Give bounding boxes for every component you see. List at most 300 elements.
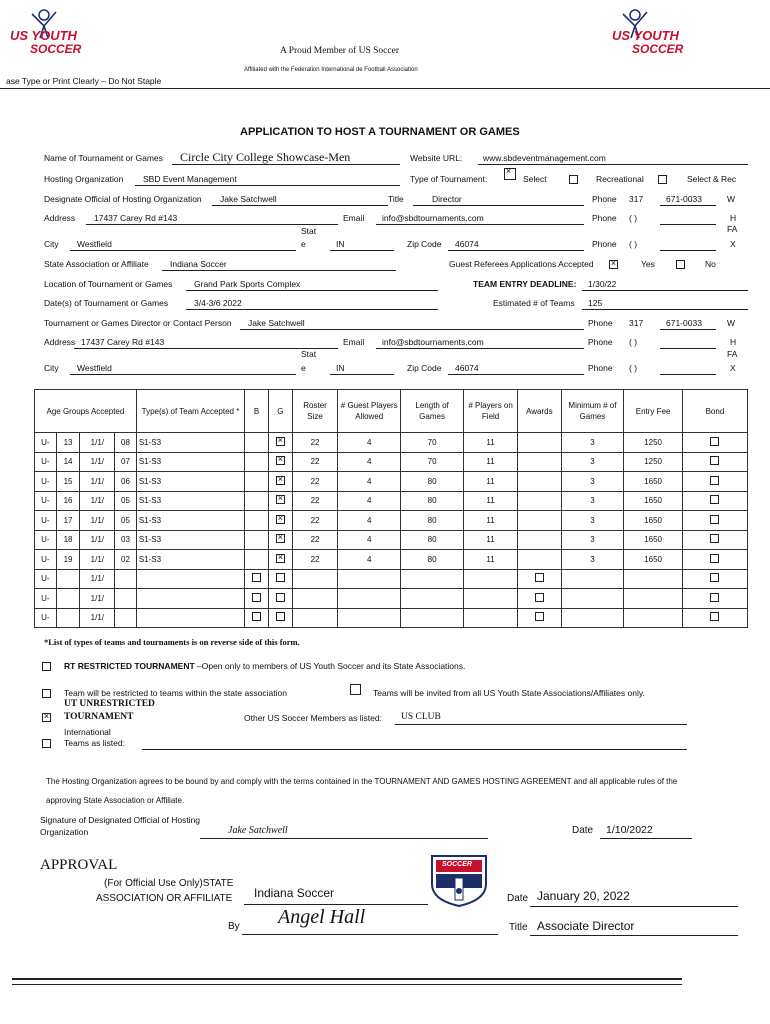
signature-name[interactable]: Jake Satchwell [228, 825, 288, 836]
bond-checkbox[interactable] [682, 550, 747, 570]
age-prefix: U- [35, 589, 57, 609]
print-note: ase Type or Print Clearly – Do Not Staple [6, 76, 162, 86]
birth-year[interactable] [115, 589, 137, 609]
age-value[interactable] [56, 608, 80, 628]
boys-checkbox[interactable] [245, 433, 269, 453]
email-field[interactable]: info@sbdtournaments.com [382, 213, 484, 223]
state-field[interactable]: IN [336, 239, 345, 249]
phone-x: X [730, 239, 736, 249]
min-games[interactable]: 3 [561, 433, 624, 453]
bond-box[interactable] [710, 612, 719, 621]
girls-checkbox[interactable] [268, 608, 292, 628]
team-type[interactable] [136, 589, 244, 609]
stat-label-b: e [301, 239, 306, 249]
type-select-rec-label: Select & Rec [687, 174, 737, 184]
th-girls: G [268, 390, 292, 433]
birth-year[interactable]: 02 [115, 550, 137, 570]
girls-box[interactable] [276, 534, 285, 543]
age-value[interactable]: 19 [56, 550, 80, 570]
boys-checkbox[interactable] [245, 452, 269, 472]
table-row [35, 530, 748, 550]
assoc-label: State Association or Affiliate [44, 259, 149, 269]
city-label: City [44, 239, 59, 249]
min-games[interactable] [561, 608, 624, 628]
by-label: By [228, 921, 240, 932]
min-games[interactable] [561, 569, 624, 589]
girls-box[interactable] [276, 554, 285, 563]
age-value[interactable] [56, 589, 80, 609]
guest-players[interactable]: 4 [338, 550, 401, 570]
boys-box[interactable] [252, 593, 261, 602]
stat2-label-b: e [301, 363, 306, 373]
location-field[interactable]: Grand Park Sports Complex [194, 279, 301, 289]
roster-size[interactable]: 22 [292, 530, 338, 550]
birth-date-prefix: 1/1/ [80, 550, 115, 570]
international-label-1: International [64, 727, 111, 737]
est-teams-label: Estimated # of Teams [493, 298, 575, 308]
approval-date-label: Date [507, 893, 529, 904]
birth-year[interactable]: 07 [115, 452, 137, 472]
players-on-field[interactable]: 11 [464, 472, 518, 492]
age-prefix: U- [35, 511, 57, 531]
girls-box[interactable] [276, 456, 285, 465]
age-value[interactable]: 15 [56, 472, 80, 492]
logo-text-bottom-left: SOCCER [30, 42, 82, 56]
birth-year[interactable]: 06 [115, 472, 137, 492]
all-states-label: Teams will be invited from all US Youth State Associations/Affiliates only. [373, 688, 645, 698]
agreement-text-1: The Hosting Organization agrees to be bound by and comply with the terms contained in the TOURNAMENT AND GAMES HOSTING AGREEMENT and all applicable rules of the [46, 777, 678, 786]
guest-ref-no-checkbox[interactable] [676, 260, 685, 269]
phone2-home-label: Phone [588, 337, 613, 347]
deadline-label: TEAM ENTRY DEADLINE: [473, 279, 577, 289]
birth-date-prefix: 1/1/ [80, 433, 115, 453]
age-prefix: U- [35, 569, 57, 589]
zip2-field[interactable]: 46074 [455, 363, 479, 373]
girls-checkbox[interactable] [268, 433, 292, 453]
entry-fee[interactable] [624, 589, 683, 609]
game-length[interactable]: 80 [401, 550, 464, 570]
girls-checkbox[interactable] [268, 452, 292, 472]
bond-checkbox[interactable] [682, 433, 747, 453]
birth-year[interactable]: 08 [115, 433, 137, 453]
players-on-field[interactable] [464, 608, 518, 628]
table-row [35, 433, 748, 453]
international-checkbox[interactable] [42, 739, 51, 748]
phone-home-paren: ( ) [629, 213, 638, 223]
min-games[interactable]: 3 [561, 472, 624, 492]
boys-box[interactable] [252, 612, 261, 621]
guest-players[interactable]: 4 [338, 433, 401, 453]
website-label: Website URL: [410, 153, 463, 163]
est-teams-field[interactable]: 125 [588, 298, 603, 308]
awards-checkbox[interactable] [518, 511, 561, 531]
girls-checkbox[interactable] [268, 530, 292, 550]
by-signature[interactable]: Angel Hall [278, 906, 366, 928]
deadline-field[interactable]: 1/30/22 [588, 279, 617, 289]
title-label: Title [388, 194, 404, 204]
zip2-label: Zip Code [407, 363, 442, 373]
stat2-label-a: Stat [301, 349, 317, 359]
birth-date-prefix: 1/1/ [80, 452, 115, 472]
boys-checkbox[interactable] [245, 511, 269, 531]
signature-date[interactable]: 1/10/2022 [606, 824, 653, 836]
unrestricted-label-1: UT UNRESTRICTED [64, 699, 155, 709]
bond-box[interactable] [710, 495, 719, 504]
age-prefix: U- [35, 530, 57, 550]
city2-label: City [44, 363, 59, 373]
awards-checkbox[interactable] [518, 569, 561, 589]
age-prefix: U- [35, 472, 57, 492]
bond-checkbox[interactable] [682, 530, 747, 550]
boys-checkbox[interactable] [245, 530, 269, 550]
proud-member-text: A Proud Member of US Soccer [280, 46, 399, 56]
min-games[interactable] [561, 589, 624, 609]
bond-checkbox[interactable] [682, 569, 747, 589]
game-length[interactable] [401, 589, 464, 609]
phone2-area[interactable]: 317 [629, 318, 644, 328]
age-prefix: U- [35, 491, 57, 511]
birth-year[interactable] [115, 569, 137, 589]
players-on-field[interactable]: 11 [464, 491, 518, 511]
guest-players[interactable] [338, 608, 401, 628]
birth-year[interactable]: 05 [115, 511, 137, 531]
age-value[interactable]: 13 [56, 433, 80, 453]
bond-box[interactable] [710, 593, 719, 602]
address2-label: Address [44, 337, 76, 347]
team-type[interactable] [136, 569, 244, 589]
awards-checkbox[interactable] [518, 452, 561, 472]
header-rule [0, 88, 770, 89]
boys-checkbox[interactable] [245, 491, 269, 511]
assoc-field[interactable]: Indiana Soccer [170, 259, 227, 269]
girls-checkbox[interactable] [268, 491, 292, 511]
roster-size[interactable]: 22 [292, 433, 338, 453]
awards-checkbox[interactable] [518, 433, 561, 453]
guest-ref-yes-checkbox[interactable] [609, 260, 618, 269]
approval-title[interactable]: Associate Director [537, 919, 635, 933]
approval-date[interactable]: January 20, 2022 [537, 889, 630, 903]
logo-text-top-left: US YOUTH [10, 28, 77, 43]
approval-assoc[interactable]: Indiana Soccer [254, 886, 335, 900]
entry-fee[interactable]: 1650 [624, 550, 683, 570]
entry-fee[interactable]: 1650 [624, 472, 683, 492]
game-length[interactable]: 80 [401, 511, 464, 531]
team-type[interactable] [136, 608, 244, 628]
age-value[interactable]: 14 [56, 452, 80, 472]
bond-box[interactable] [710, 554, 719, 563]
bond-box[interactable] [710, 437, 719, 446]
phone2-number[interactable]: 671-0033 [666, 318, 702, 328]
team-type[interactable]: S1-S3 [136, 433, 244, 453]
hosting-org-label: Hosting Organization [44, 174, 124, 184]
bond-box[interactable] [710, 573, 719, 582]
email2-field[interactable]: info@sbdtournaments.com [382, 337, 484, 347]
game-length[interactable] [401, 569, 464, 589]
boys-checkbox[interactable] [245, 608, 269, 628]
official-use-2: ASSOCIATION OR AFFILIATE [96, 893, 233, 904]
phone1-w: W [727, 194, 736, 204]
table-row [35, 608, 748, 628]
awards-checkbox[interactable] [518, 550, 561, 570]
city2-field[interactable]: Westfield [77, 363, 112, 373]
bond-box[interactable] [710, 515, 719, 524]
birth-date-prefix: 1/1/ [80, 569, 115, 589]
girls-checkbox[interactable] [268, 550, 292, 570]
unrestricted-checkbox[interactable] [42, 713, 51, 722]
entry-fee[interactable]: 1650 [624, 491, 683, 511]
unrestricted-label-2: TOURNAMENT [64, 712, 134, 722]
players-on-field[interactable]: 11 [464, 452, 518, 472]
footer-rule [12, 978, 682, 980]
players-on-field[interactable]: 11 [464, 550, 518, 570]
age-value[interactable] [56, 569, 80, 589]
bond-checkbox[interactable] [682, 511, 747, 531]
th-entry-fee: Entry Fee [624, 390, 683, 433]
bond-checkbox[interactable] [682, 452, 747, 472]
birth-date-prefix: 1/1/ [80, 608, 115, 628]
signature-date-label: Date [572, 825, 594, 836]
table-row [35, 511, 748, 531]
awards-box[interactable] [535, 573, 544, 582]
birth-date-prefix: 1/1/ [80, 472, 115, 492]
game-length[interactable]: 80 [401, 472, 464, 492]
team-type[interactable]: S1-S3 [136, 511, 244, 531]
bond-checkbox[interactable] [682, 472, 747, 492]
roster-size[interactable]: 22 [292, 491, 338, 511]
bond-box[interactable] [710, 456, 719, 465]
tournament-name-label: Name of Tournament or Games [44, 153, 163, 163]
state2-field[interactable]: IN [336, 363, 345, 373]
address-field[interactable]: 17437 Carey Rd #143 [94, 213, 178, 223]
boys-checkbox[interactable] [245, 472, 269, 492]
game-length[interactable]: 80 [401, 491, 464, 511]
website-field[interactable]: www.sbdeventmanagement.com [483, 153, 606, 163]
type-select-rec-checkbox[interactable] [658, 175, 667, 184]
entry-fee[interactable] [624, 569, 683, 589]
other-members-label: Other US Soccer Members as listed: [244, 713, 382, 723]
footnote: *List of types of teams and tournaments is on reverse side of this form. [44, 637, 300, 647]
logo-text-bottom-right: SOCCER [632, 42, 684, 56]
min-games[interactable]: 3 [561, 530, 624, 550]
phone1-area[interactable]: 317 [629, 194, 644, 204]
indiana-soccer-badge [428, 850, 490, 908]
girls-checkbox[interactable] [268, 589, 292, 609]
table-row [35, 569, 748, 589]
location-label: Location of Tournament or Games [44, 279, 173, 289]
min-games[interactable]: 3 [561, 511, 624, 531]
th-team-types: Type(s) of Team Accepted * [136, 390, 244, 433]
email-label: Email [343, 213, 365, 223]
boys-checkbox[interactable] [245, 589, 269, 609]
entry-fee[interactable]: 1650 [624, 530, 683, 550]
girls-box[interactable] [276, 612, 285, 621]
other-members-field[interactable]: US CLUB [401, 712, 441, 722]
age-prefix: U- [35, 550, 57, 570]
team-type[interactable]: S1-S3 [136, 472, 244, 492]
phone2-fax-paren: ( ) [629, 363, 638, 373]
awards-box[interactable] [535, 612, 544, 621]
restricted-checkbox[interactable] [42, 662, 51, 671]
th-length: Length of Games [401, 390, 464, 433]
boys-checkbox[interactable] [245, 569, 269, 589]
girls-checkbox[interactable] [268, 569, 292, 589]
birth-date-prefix: 1/1/ [80, 530, 115, 550]
th-boys: B [245, 390, 269, 433]
awards-checkbox[interactable] [518, 608, 561, 628]
signature-label-1: Signature of Designated Official of Hosting [40, 815, 201, 825]
bond-box[interactable] [710, 476, 719, 485]
guest-players[interactable] [338, 569, 401, 589]
age-prefix: U- [35, 433, 57, 453]
birth-year[interactable]: 05 [115, 491, 137, 511]
guest-players[interactable]: 4 [338, 530, 401, 550]
all-states-checkbox[interactable] [350, 684, 361, 695]
game-length[interactable] [401, 608, 464, 628]
title-field[interactable]: Director [432, 194, 462, 204]
footer-rule-2 [12, 984, 682, 985]
director-label: Tournament or Games Director or Contact Person [44, 318, 232, 328]
players-on-field[interactable]: 11 [464, 433, 518, 453]
phone-fa: FA [727, 224, 738, 234]
phone1-label: Phone [592, 194, 617, 204]
entry-fee[interactable]: 1650 [624, 511, 683, 531]
age-prefix: U- [35, 608, 57, 628]
team-type[interactable]: S1-S3 [136, 550, 244, 570]
game-length[interactable]: 80 [401, 530, 464, 550]
guest-ref-yes-label: Yes [641, 259, 655, 269]
min-games[interactable]: 3 [561, 452, 624, 472]
stat-label-a: Stat [301, 226, 317, 236]
entry-fee[interactable]: 1250 [624, 433, 683, 453]
guest-players[interactable]: 4 [338, 511, 401, 531]
address2-field[interactable]: 17437 Carey Rd #143 [81, 337, 165, 347]
team-type[interactable]: S1-S3 [136, 452, 244, 472]
girls-box[interactable] [276, 437, 285, 446]
address-label: Address [44, 213, 76, 223]
awards-box[interactable] [535, 593, 544, 602]
bond-checkbox[interactable] [682, 491, 747, 511]
team-type[interactable]: S1-S3 [136, 530, 244, 550]
entry-fee[interactable] [624, 608, 683, 628]
phone2-fax-label: Phone [588, 363, 613, 373]
guest-players[interactable]: 4 [338, 452, 401, 472]
designate-field[interactable]: Jake Satchwell [220, 194, 277, 204]
girls-checkbox[interactable] [268, 472, 292, 492]
players-on-field[interactable] [464, 589, 518, 609]
phone1-number[interactable]: 671-0033 [666, 194, 702, 204]
director-field[interactable]: Jake Satchwell [248, 318, 305, 328]
players-on-field[interactable]: 11 [464, 530, 518, 550]
girls-checkbox[interactable] [268, 511, 292, 531]
th-awards: Awards [518, 390, 561, 433]
tournament-name-field[interactable]: Circle City College Showcase-Men [180, 150, 351, 164]
type-select-checkbox[interactable] [504, 168, 516, 180]
girls-box[interactable] [276, 573, 285, 582]
hosting-org-field[interactable]: SBD Event Management [143, 174, 237, 184]
table-row [35, 452, 748, 472]
phone2-w: W [727, 318, 736, 328]
designate-label: Designate Official of Hosting Organization [44, 194, 202, 204]
type-recreational-checkbox[interactable] [569, 175, 578, 184]
awards-checkbox[interactable] [518, 472, 561, 492]
table-row [35, 491, 748, 511]
within-state-checkbox[interactable] [42, 689, 51, 698]
birth-year[interactable]: 03 [115, 530, 137, 550]
roster-size[interactable] [292, 569, 338, 589]
th-guest-players: # Guest Players Allowed [338, 390, 401, 433]
bond-checkbox[interactable] [682, 608, 747, 628]
table-row [35, 589, 748, 609]
phone2-home-paren: ( ) [629, 337, 638, 347]
birth-date-prefix: 1/1/ [80, 491, 115, 511]
form-title: APPLICATION TO HOST A TOURNAMENT OR GAMES [240, 126, 520, 138]
th-age-groups: Age Groups Accepted [35, 390, 137, 433]
guest-players[interactable]: 4 [338, 491, 401, 511]
type-label: Type of Tournament: [410, 174, 488, 184]
awards-checkbox[interactable] [518, 491, 561, 511]
badge-text: SOCCER [442, 861, 472, 868]
approval-heading: APPROVAL [40, 857, 118, 873]
boys-box[interactable] [252, 573, 261, 582]
girls-box[interactable] [276, 476, 285, 485]
min-games[interactable]: 3 [561, 491, 624, 511]
dates-field[interactable]: 3/4-3/6 2022 [194, 298, 242, 308]
players-on-field[interactable] [464, 569, 518, 589]
roster-size[interactable]: 22 [292, 452, 338, 472]
city-field[interactable]: Westfield [77, 239, 112, 249]
players-on-field[interactable]: 11 [464, 511, 518, 531]
roster-size[interactable]: 22 [292, 472, 338, 492]
roster-size[interactable] [292, 589, 338, 609]
phone2-h: H [730, 337, 737, 347]
boys-checkbox[interactable] [245, 550, 269, 570]
type-select-label: Select [523, 174, 547, 184]
roster-size[interactable]: 22 [292, 511, 338, 531]
phone2-fa: FA [727, 349, 738, 359]
bond-checkbox[interactable] [682, 589, 747, 609]
girls-box[interactable] [276, 593, 285, 602]
agreement-text-2: approving State Association or Affiliate. [46, 796, 185, 805]
within-state-label: Team will be restricted to teams within the state association [64, 688, 287, 698]
zip-field[interactable]: 46074 [455, 239, 479, 249]
game-length[interactable]: 70 [401, 452, 464, 472]
awards-checkbox[interactable] [518, 530, 561, 550]
birth-year[interactable] [115, 608, 137, 628]
guest-players[interactable]: 4 [338, 472, 401, 492]
phone2-x: X [730, 363, 736, 373]
phone-fax-paren: ( ) [629, 239, 638, 249]
birth-date-prefix: 1/1/ [80, 511, 115, 531]
age-value[interactable]: 18 [56, 530, 80, 550]
bond-box[interactable] [710, 534, 719, 543]
game-length[interactable]: 70 [401, 433, 464, 453]
age-value[interactable]: 17 [56, 511, 80, 531]
team-type[interactable]: S1-S3 [136, 491, 244, 511]
age-value[interactable]: 16 [56, 491, 80, 511]
guest-players[interactable] [338, 589, 401, 609]
girls-box[interactable] [276, 515, 285, 524]
awards-checkbox[interactable] [518, 589, 561, 609]
roster-size[interactable]: 22 [292, 550, 338, 570]
th-roster-size: Roster Size [292, 390, 338, 433]
girls-box[interactable] [276, 495, 285, 504]
birth-date-prefix: 1/1/ [80, 589, 115, 609]
entry-fee[interactable]: 1250 [624, 452, 683, 472]
min-games[interactable]: 3 [561, 550, 624, 570]
dates-label: Date(s) of Tournament or Games [44, 298, 169, 308]
roster-size[interactable] [292, 608, 338, 628]
age-group-table [34, 389, 748, 628]
